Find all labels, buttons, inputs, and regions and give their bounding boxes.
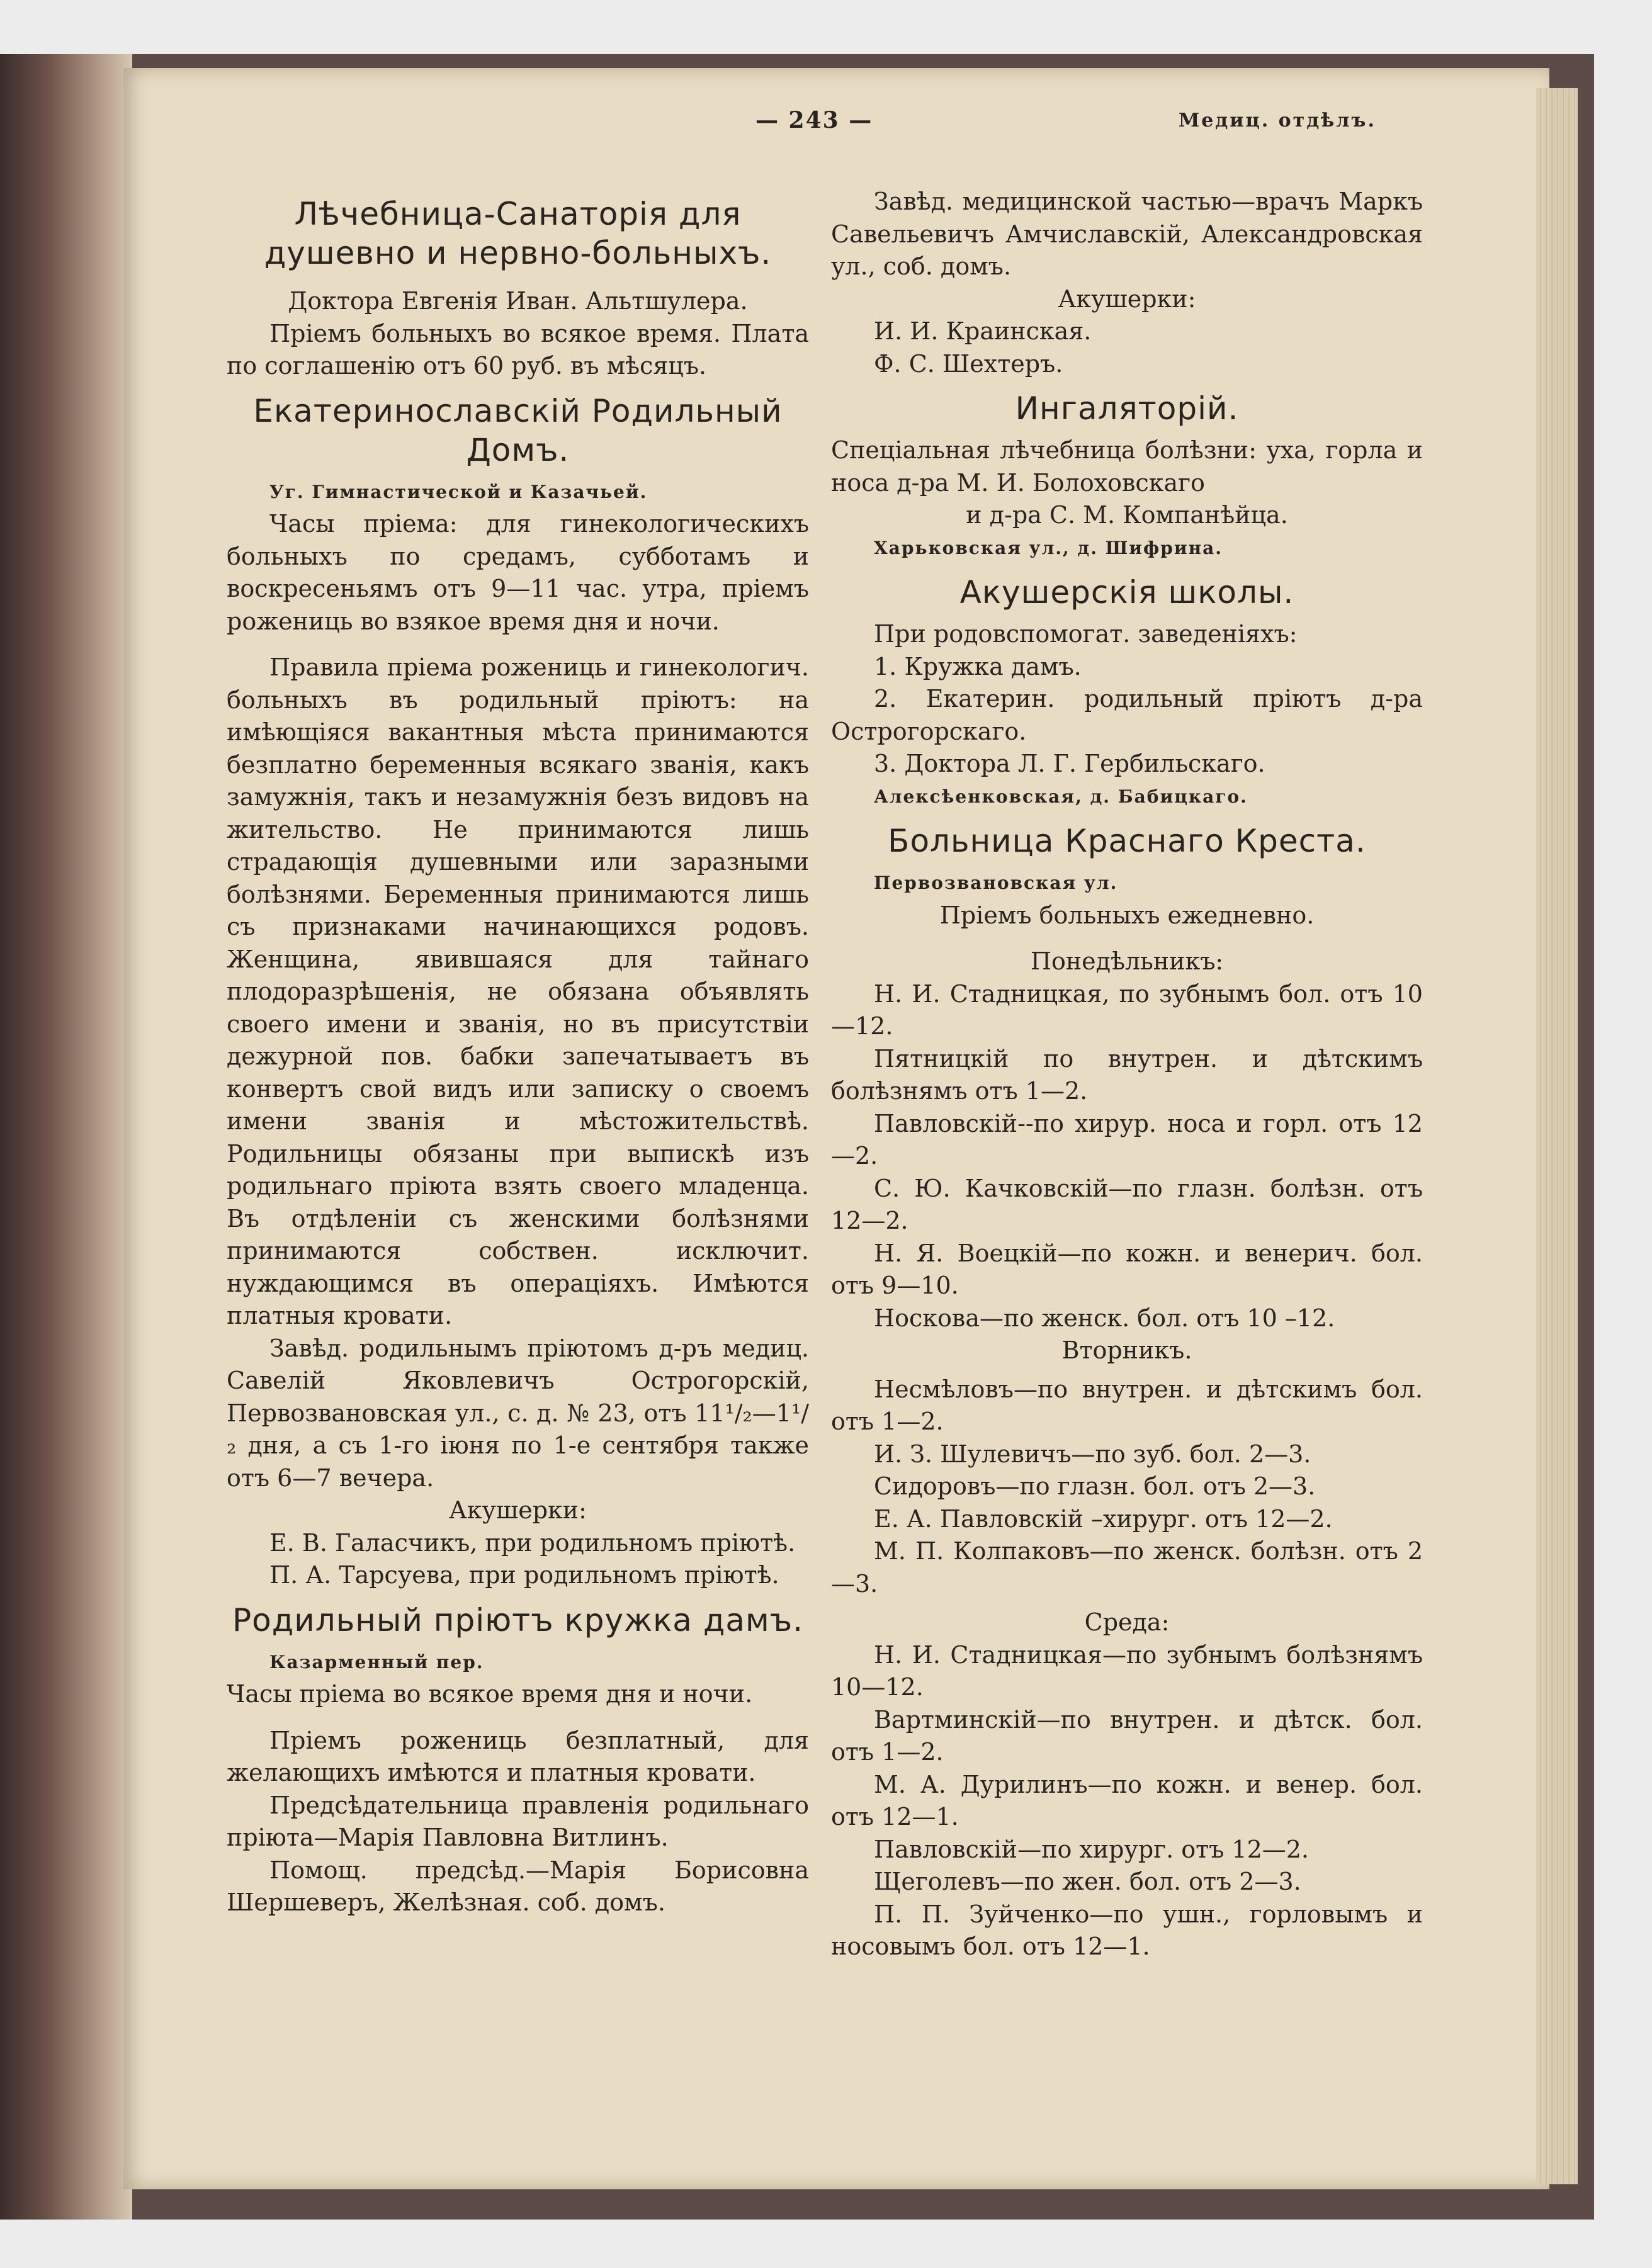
book-spine — [0, 54, 132, 2220]
day-wednesday: Среда: — [1084, 1608, 1170, 1636]
running-header: Медиц. отдѣлъ. — [1179, 110, 1376, 132]
monday-entry: Пятницкій по внутрен. и дѣтскимъ болѣзнямъ отъ 1—2. — [831, 1044, 1423, 1105]
maternity-hours: Часы пріема: для гинекологическихъ больныхъ по средамъ, субботамъ и воскресеньямъ отъ 9—11 час. утра, пріемъ рожениць во взякое время дня и ночи. — [227, 510, 809, 635]
midwife-1: Е. В. Галасчикъ, при родильномъ пріютѣ. — [269, 1528, 796, 1557]
monday-entry: С. Ю. Качковскій—по глазн. болѣзн. отъ 12—2. — [831, 1174, 1423, 1234]
midwives-title-right: Акушерки: — [1058, 285, 1196, 313]
page-edges — [1536, 88, 1578, 2184]
school-1: 1. Кружка дамъ. — [874, 652, 1082, 680]
wednesday-entry: Вартминскій—по внутрен. и дѣтск. бол. отъ 1—2. — [831, 1705, 1423, 1766]
wednesday-entry: Щеголевъ—по жен. бол. отъ 2—3. — [874, 1868, 1301, 1895]
sanatorium-doctor: Доктора Евгенія Иван. Альтшулера. — [288, 287, 748, 315]
monday-entry: Павловскій--по хирур. носа и горл. отъ 12—2. — [831, 1109, 1423, 1170]
monday-entry: Н. Я. Воецкій—по кожн. и венерич. бол. отъ 9—10. — [831, 1239, 1423, 1299]
sanatorium-info: Пріемъ больныхъ во всякое время. Плата по соглашенію отъ 60 руб. въ мѣсяцъ. — [227, 319, 809, 380]
tuesday-entry: Сидоровъ—по глазн. бол. отъ 2—3. — [874, 1472, 1316, 1500]
ladies-shelter-hours: Часы пріема во всякое время дня и ночи. — [227, 1680, 753, 1708]
ladies-shelter-deputy: Помощ. предсѣд.—Марія Борисовна Шершеверъ, Желѣзная. соб. домъ. — [227, 1856, 809, 1916]
tuesday-entry: М. П. Колпаковъ—по женск. болѣзн. отъ 2—3. — [831, 1537, 1423, 1598]
wednesday-entry: Павловскій—по хирург. отъ 12—2. — [874, 1835, 1309, 1863]
midwife-sh: Ф. С. Шехтеръ. — [874, 349, 1063, 378]
day-monday: Понедѣльникъ: — [1030, 947, 1224, 975]
right-column — [831, 186, 1423, 1963]
school-3: 3. Доктора Л. Г. Гербильскаго. — [874, 750, 1265, 777]
schools-address: Алексѣенковская, д. Бабицкаго. — [874, 786, 1248, 807]
midwives-title: Акушерки: — [449, 1496, 587, 1524]
tuesday-entry: Е. А. Павловскій –хирург. отъ 12—2. — [874, 1504, 1333, 1533]
heading-ladies-shelter: Родильный пріютъ кружка дамъ. — [232, 1601, 803, 1639]
page-number: — 243 — — [755, 107, 873, 133]
inhalatorium-info: Спеціальная лѣчебница болѣзни: уха, горла и носа д-ра М. И. Болоховскаго — [831, 436, 1423, 497]
monday-entry: Носкова—по женск. бол. отъ 10 –12. — [874, 1304, 1335, 1332]
maternity-rules: Правила пріема рожениць и гинекологич. больныхъ въ родильный пріютъ: на имѣющіяся вакантныя мѣста принимаются безплатно беременныя всякаго званія, какъ замужнія, такъ и незамужнія безъ видовъ на жительство. Не принимаются лишь страдающія душевными или заразными болѣзнями. Беременныя принимаются лишь съ признаками начинающихся родовъ. Женщина, явившаяся для тайнаго плодоразрѣшенія, не обязана объявлять своего имени и званія, но въ присутствіи дежурной пов. бабки запечатываетъ въ конвертъ свой видъ или записку о своемъ имени званія и мѣстожительствѣ. Родильницы обязаны при выпискѣ изъ родильнаго пріюта взять своего младенца. Въ отдѣленіи съ женскими болѣзнями принимаются собствен. исключит. нуждающимся въ операціяхъ. Имѣются платныя кровати. — [227, 653, 809, 1329]
monday-entry: Н. И. Стадницкая, по зубнымъ бол. отъ 10—12. — [831, 979, 1423, 1040]
heading-inhalatorium: Ингаляторій. — [1015, 390, 1239, 427]
red-cross-address: Первозвановская ул. — [874, 872, 1118, 893]
school-2: 2. Екатерин. родильный пріютъ д-ра Острогорскаго. — [831, 685, 1423, 745]
inhalatorium-info-2: и д-ра С. М. Компанѣйца. — [966, 501, 1288, 529]
schools-intro: При родовспомогат. заведеніяхъ: — [874, 620, 1298, 648]
ladies-shelter-fees: Пріемъ рожениць безплатный, для желающихъ имѣются и платныя кровати. — [227, 1726, 809, 1786]
tuesday-entry: И. З. Шулевичъ—по зуб. бол. 2—3. — [874, 1440, 1311, 1468]
heading-sanatorium: Лѣчебница-Санаторія для душевно и нервно-больныхъ. — [264, 196, 772, 271]
wednesday-entry: П. П. Зуйченко—по ушн., горловымъ и носовымъ бол. отъ 12—1. — [831, 1900, 1423, 1960]
maternity-home-address: Уг. Гимнастической и Казачьей. — [269, 481, 648, 502]
heading-maternity-home: Екатеринославскій Родильный Домъ. — [253, 392, 783, 468]
ladies-shelter-chair: Предсѣдательница правленія родильнаго пріюта—Марія Павловна Витлинъ. — [227, 1791, 809, 1851]
heading-red-cross: Больница Краснаго Креста. — [888, 823, 1366, 859]
midwife-kr: И. И. Краинская. — [874, 317, 1092, 345]
medical-head: Завѣд. медицинской частью—врачъ Маркъ Савельевичъ Амчиславскій, Александровская ул., соб. домъ. — [831, 188, 1423, 280]
day-tuesday: Вторникъ. — [1061, 1336, 1192, 1364]
midwife-2: П. А. Тарсуева, при родильномъ пріютѣ. — [269, 1561, 779, 1589]
heading-midwife-schools: Акушерскія школы. — [959, 574, 1294, 611]
red-cross-daily: Пріемъ больныхъ ежедневно. — [939, 901, 1315, 929]
maternity-director: Завѣд. родильнымъ пріютомъ д-ръ медиц. Савелій Яковлевичъ Острогорскій, Первозвановская ул., с. д. № 23, отъ 11¹/₂—1¹/₂ дня, а съ 1-го іюня по 1-е сентября также отъ 6—7 вечера. — [227, 1334, 809, 1492]
wednesday-entry: Н. И. Стадницкая—по зубнымъ болѣзнямъ 10—12. — [831, 1640, 1423, 1701]
inhalatorium-address: Харьковская ул., д. Шифрина. — [874, 537, 1223, 558]
left-column — [227, 186, 809, 1919]
wednesday-entry: М. А. Дурилинъ—по кожн. и венер. бол. отъ 12—1. — [831, 1770, 1423, 1831]
tuesday-entry: Несмѣловъ—по внутрен. и дѣтскимъ бол. отъ 1—2. — [831, 1375, 1423, 1435]
ladies-shelter-address: Казарменный пер. — [269, 1651, 484, 1673]
